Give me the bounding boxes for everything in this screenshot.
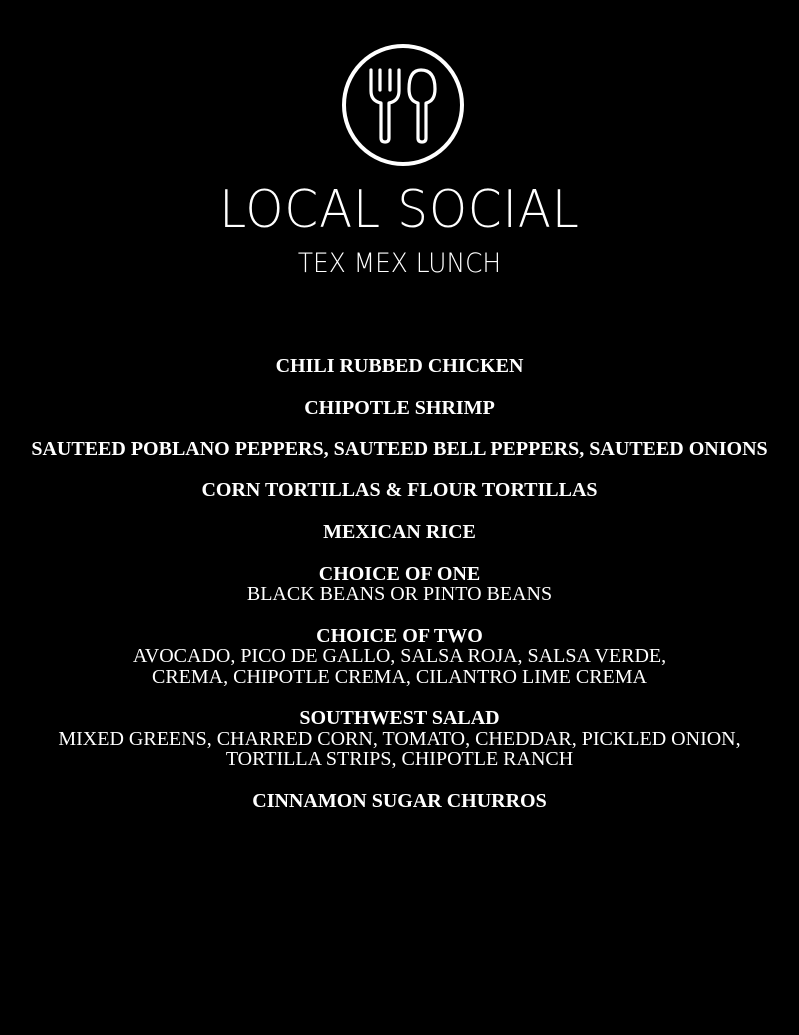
fork-spoon-icon [341,43,465,167]
menu-item-title: SOUTHWEST SALAD [299,707,500,729]
menu-item-title: CHIPOTLE SHRIMP [304,397,495,419]
menu-item-title: CHOICE OF ONE [318,563,481,585]
menu-item-title: CHILI RUBBED CHICKEN [275,355,524,377]
menu-item-title: SAUTEED POBLANO PEPPERS, SAUTEED BELL PEPPERS, SAUTEED ONIONS [31,438,768,460]
menu-item-description: MIXED GREENS, CHARRED CORN, TOMATO, CHEDDAR, PICKLED ONION, [58,728,741,750]
menu-item-description: CREMA, CHIPOTLE CREMA, CILANTRO LIME CREMA [151,666,647,688]
menu-item-title: CORN TORTILLAS & FLOUR TORTILLAS [201,479,598,501]
menu-item-title: MEXICAN RICE [323,521,476,543]
brand-name: LOCAL SOCIAL [219,180,580,240]
menu-item-description: BLACK BEANS OR PINTO BEANS [246,583,553,605]
brand-subtitle: TEX MEX LUNCH [297,248,502,279]
menu-item-description: TORTILLA STRIPS, CHIPOTLE RANCH [225,748,574,770]
menu-item-title: CINNAMON SUGAR CHURROS [252,790,547,812]
menu-item-title: CHOICE OF TWO [316,625,483,647]
menu-item-description: AVOCADO, PICO DE GALLO, SALSA ROJA, SALSA VERDE, [132,645,667,667]
